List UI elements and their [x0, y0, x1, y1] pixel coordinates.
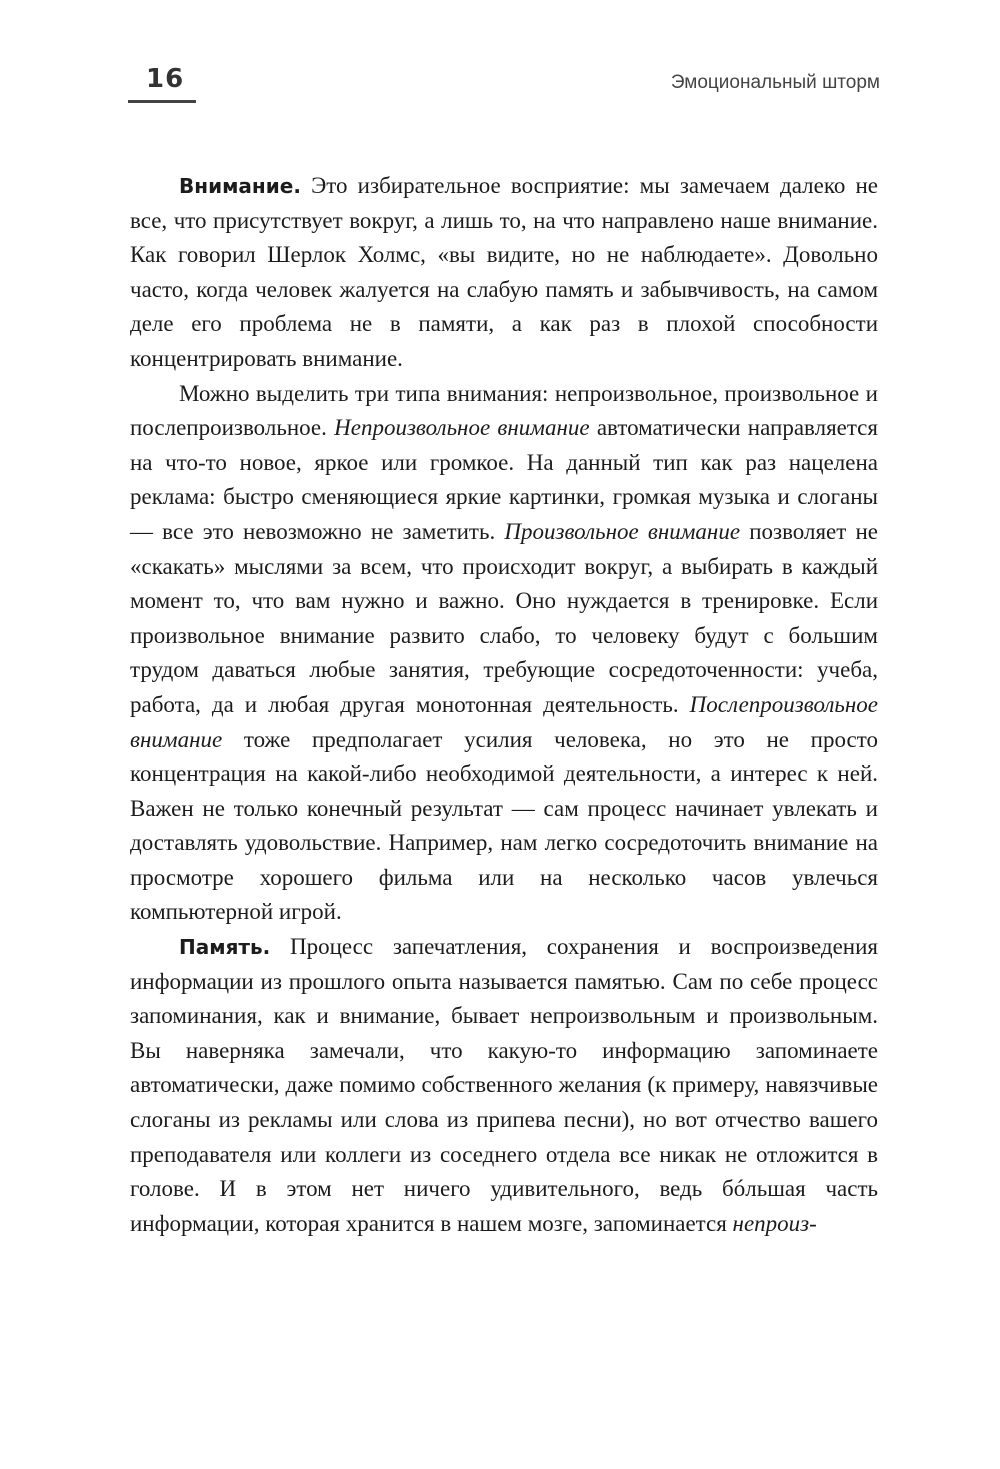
page-number-rule	[128, 66, 196, 103]
paragraph-attention	[130, 169, 878, 377]
italic-term: Послепроизвольное внимание	[130, 691, 878, 752]
italic-term: непроиз-	[732, 1210, 817, 1236]
page-number: 16	[146, 64, 185, 94]
paragraph-text: Это избирательное восприятие: мы замечаем далеко не все, что присутствует вокруг, а лишь то, на что направлено наше внимание. Как говорил Шерлок Холмс, «вы видите, но не наблюдаете». Довольно часто, когда человек жалуется на слабую память и забывчивость, на самом деле его проблема не в памяти, а как раз в плохой способности концентрировать внимание.	[130, 173, 878, 371]
italic-term: Непроизвольное внимание	[334, 415, 590, 441]
italic-term: Произвольное внимание	[504, 518, 741, 544]
paragraph-text: Можно выделить три типа внимания: непроизвольное, произвольное и послепроизвольное.	[130, 380, 878, 441]
term-attention: Внимание.	[179, 174, 301, 198]
paragraph-attention-types	[130, 377, 878, 931]
body-text	[130, 169, 878, 1241]
paragraph-text: позволяет не «скакать» мыслями за всем, что происходит вокруг, а выбирать в каждый момент то, что вам нужно и важно. Оно нуждается в тренировке. Если произвольное внимание развито слабо, то человеку будут с большим трудом даваться любые занятия, требующие сосредоточенности: учеба, работа, да и любая другая монотонная деятельность.	[130, 518, 878, 717]
running-title: Эмоциональный шторм	[670, 72, 880, 93]
term-memory: Память.	[179, 935, 271, 960]
paragraph-text: тоже предполагает усилия человека, но это не просто концентрация на какой-либо необходимой деятельности, а интерес к ней. Важен не только конечный результат — сам процесс начинает увлекать и доставлять удовольствие. Например, нам легко сосредоточить внимание на просмотре хорошего фильма или на несколько часов увлечься компьютерной игрой.	[130, 726, 878, 925]
paragraph-memory	[130, 930, 878, 1241]
page-header	[128, 66, 880, 106]
paragraph-text: Процесс запечатления, сохранения и воспроизведения информации из прошлого опыта называется памятью. Сам по себе процесс запоминания, как и внимание, бывает непроизвольным и произвольным. Вы наверняка замечали, что какую-то информацию запоминаете автоматически, даже помимо собственного желания (к примеру, навязчивые слоганы из рекламы или слова из припева песни), но вот отчество вашего преподавателя или коллеги из соседнего отдела все никак не отложится в голове. И в этом нет ничего удивительного, ведь бóльшая часть информации, которая хранится в нашем мозге, запоминается	[130, 934, 878, 1236]
paragraph-text: автоматически направляется на что-то новое, яркое или громкое. На данный тип как раз нацелена реклама: быстро сменяющиеся яркие картинки, громкая музыка и слоганы — все это невозможно не заметить.	[130, 415, 878, 544]
